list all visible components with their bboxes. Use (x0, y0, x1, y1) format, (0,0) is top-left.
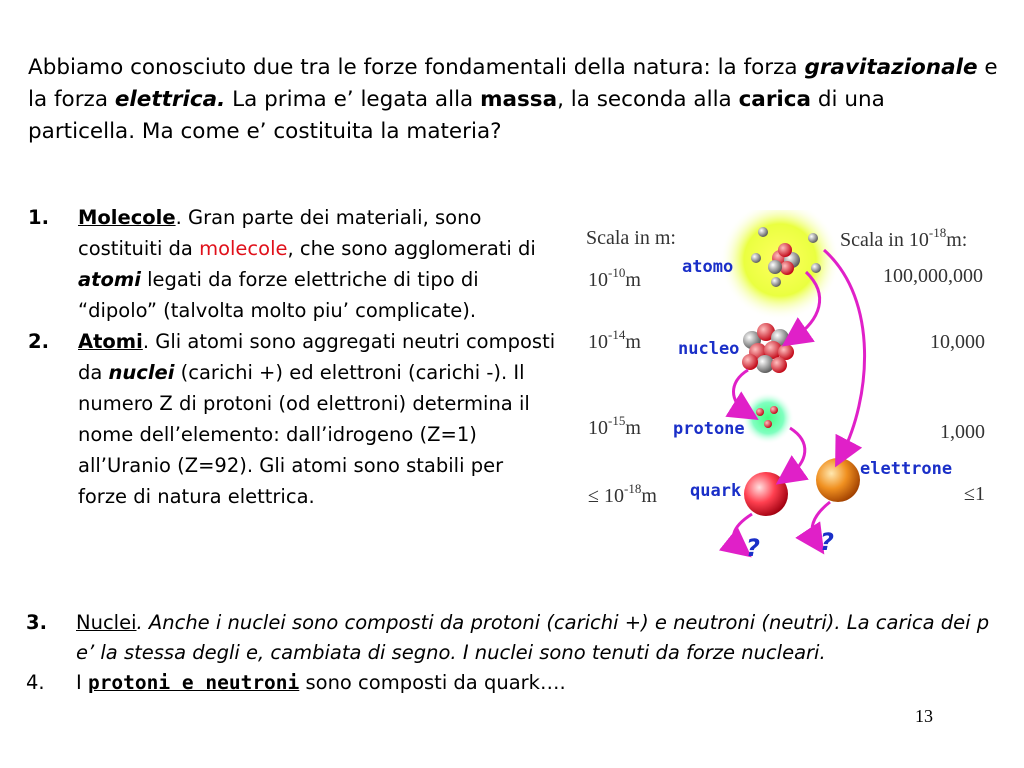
size-quark-unit: m (641, 485, 657, 507)
intro-text-1: Abbiamo conosciuto due tra le forze fondamentali della natura: la forza (28, 55, 798, 80)
size-protone-unit: m (625, 417, 641, 439)
item-text-a: . Anche i nuclei sono composti da protoni (carichi +) e neutroni (neutri). La carica dei p e’ la stessa degli e, cambiata di segno. I nuclei sono tenuti da forze nucleari. (76, 611, 990, 664)
size-quark-exp: -18 (623, 481, 642, 496)
intro-text-3: La prima e’ legata alla (225, 87, 481, 112)
size-atomo-exp: -10 (608, 265, 626, 280)
size-nucleo-exp: -14 (608, 327, 626, 342)
size-nucleo-unit: m (625, 331, 641, 353)
word-elettrica: elettrica. (114, 87, 226, 112)
label-nucleo: nucleo (678, 339, 740, 359)
word-massa: massa (480, 87, 558, 112)
atom-core-ball (768, 260, 782, 274)
size-protone-exp: -15 (608, 413, 626, 428)
atom-core-ball (778, 243, 792, 257)
size-atomo-unit: m (625, 269, 641, 291)
atom-electron (808, 233, 818, 243)
item-text-a: sono composti da quark…. (299, 671, 566, 694)
size-protone (588, 413, 641, 439)
item-title-atomi: Atomi (78, 330, 143, 353)
label-quark: quark (690, 481, 742, 501)
list-item-nuclei (26, 608, 1001, 668)
item-number: 3. (26, 611, 47, 634)
electron-sphere (816, 458, 860, 502)
item-text (78, 202, 558, 326)
item-text-b: (carichi +) ed elettroni (carichi -). Il numero Z di protoni (od elettroni) determina il nome dell’elemento: dall’idrogeno (Z=1) all’Uranio (Z=92). Gli atomi sono stabili per forze di natura elettrica. (78, 361, 530, 508)
rel-protone: 1,000 (940, 421, 985, 443)
arrow-proton-to-quark (788, 428, 805, 476)
item-text-b: , che sono agglomerati di (287, 237, 536, 260)
header-scale-rel-base: Scala in 10 (840, 229, 929, 251)
nucleus-ball (771, 357, 787, 373)
unknown-mark-electron: ? (820, 528, 834, 556)
atom-core-ball (780, 261, 794, 275)
item-title-protoni-neutroni: protoni e neutroni (87, 671, 300, 694)
atom-electron (758, 227, 768, 237)
list-item-quark (26, 668, 1001, 698)
label-elettrone: elettrone (860, 459, 953, 479)
atom-electron (811, 263, 821, 273)
rel-quark: ≤1 (964, 483, 985, 505)
page-number: 13 (915, 706, 933, 726)
proton-quark (770, 406, 778, 414)
size-quark (588, 481, 657, 507)
item-number: 2. (28, 330, 49, 353)
word-carica: carica (738, 87, 812, 112)
word-atomi: atomi (78, 268, 141, 291)
item-text-a: . Gran parte dei materiali, sono costituiti da (78, 206, 482, 260)
word-gravitazionale: gravitazionale (804, 55, 978, 80)
header-scale-rel-exp: -18 (928, 225, 947, 240)
header-scale-rel-unit: m: (946, 229, 968, 251)
size-quark-base: ≤ 10 (588, 485, 624, 507)
header-scale-rel (840, 225, 967, 251)
size-protone-base: 10 (588, 417, 608, 439)
matter-scale-figure (580, 210, 1000, 570)
word-molecole-red: molecole (199, 237, 288, 260)
size-nucleo-base: 10 (588, 331, 608, 353)
item-title-nuclei: Nuclei (76, 611, 137, 634)
item-text-a: . Gli atomi sono aggregati neutri composti da (78, 330, 556, 384)
label-protone: protone (673, 419, 745, 439)
list-item-atomi (28, 326, 558, 512)
header-scale-m: Scala in m: (586, 227, 676, 249)
size-atomo (588, 265, 641, 291)
intro-text-5: di una particella. Ma come e’ costituita la materia? (28, 87, 885, 144)
proton-glow (742, 392, 794, 444)
size-nucleo (588, 327, 641, 353)
proton-quark (756, 408, 764, 416)
nucleus-ball (742, 354, 758, 370)
list-structure-part1 (28, 202, 558, 512)
nucleus-cluster (742, 323, 794, 373)
intro-text-2: e la forza (28, 55, 998, 112)
word-nuclei: nuclei (108, 361, 175, 384)
atom-electron (751, 253, 761, 263)
intro-paragraph (28, 52, 998, 148)
atom-electron (771, 277, 781, 287)
list-structure-part2 (26, 608, 1001, 698)
label-atomo: atomo (682, 257, 734, 277)
item-text-c: legati da forze elettriche di tipo di “dipolo” (talvolta molto piu’ complicate). (78, 268, 479, 322)
unknown-mark-quark: ? (746, 534, 760, 562)
item-number: 1. (28, 206, 49, 229)
matter-scale-svg (580, 210, 1000, 570)
list-item-molecole (28, 202, 558, 326)
item-text (76, 608, 1001, 668)
proton-quark (764, 420, 772, 428)
rel-nucleo: 10,000 (930, 331, 985, 353)
item-text (76, 668, 1001, 698)
quark-sphere (744, 472, 788, 516)
size-atomo-base: 10 (588, 269, 608, 291)
item-text (78, 326, 558, 512)
rel-atomo: 100,000,000 (883, 265, 983, 287)
item-title-molecole: Molecole (78, 206, 176, 229)
intro-text-4: , la seconda alla (557, 87, 739, 112)
item-number: 4. (26, 671, 45, 694)
item-text-pre: I (76, 671, 88, 694)
